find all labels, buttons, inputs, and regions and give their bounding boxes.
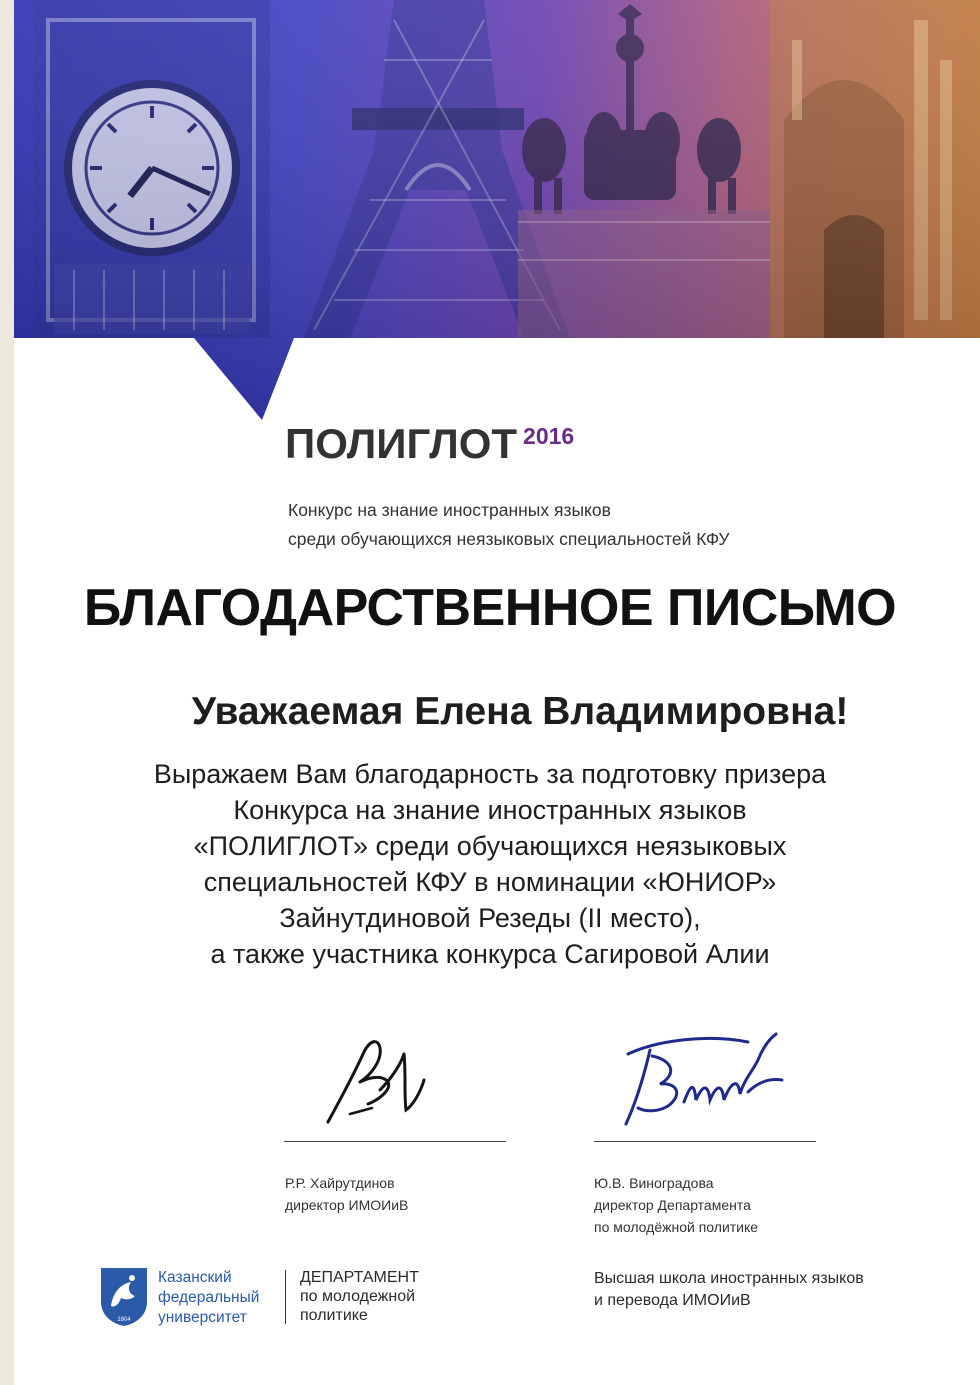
signatory-1 bbox=[285, 1172, 408, 1216]
contest-title-block bbox=[285, 420, 574, 476]
signature-line-2 bbox=[594, 1141, 816, 1142]
body-line: а также участника конкурса Сагировой Алии bbox=[210, 939, 770, 969]
department-line: ДЕПАРТАМЕНТ bbox=[300, 1269, 419, 1286]
signatory-position: директор ИМОИиВ bbox=[285, 1197, 409, 1213]
contest-title: ПОЛИГЛОТ bbox=[285, 420, 518, 467]
contest-subtitle bbox=[288, 496, 730, 554]
signatory-name: Ю.В. Виноградова bbox=[594, 1175, 714, 1191]
body-line: Зайнутдиновой Резеды (II место), bbox=[279, 903, 701, 933]
subtitle-line: Конкурс на знание иностранных языков bbox=[288, 500, 611, 520]
logo-year: 1804 bbox=[117, 1317, 131, 1323]
kfu-line: федеральный bbox=[158, 1289, 260, 1306]
kfu-logo-icon bbox=[97, 1266, 151, 1328]
landmarks-banner bbox=[14, 0, 980, 420]
body-line: Выражаем Вам благодарность за подготовку призера bbox=[153, 759, 827, 789]
kfu-line: Казанский bbox=[158, 1269, 232, 1286]
signature-1 bbox=[320, 1030, 440, 1130]
kfu-line: университет bbox=[158, 1309, 247, 1326]
signature-2 bbox=[598, 1020, 808, 1130]
subtitle-line: среди обучающихся неязыковых специальностей КФУ bbox=[288, 529, 730, 549]
body-line: специальностей КФУ в номинации «ЮНИОР» bbox=[203, 867, 777, 897]
body-line: Конкурса на знание иностранных языков bbox=[233, 795, 747, 825]
body-line: «ПОЛИГЛОТ» среди обучающихся неязыковых bbox=[193, 831, 787, 861]
school-name bbox=[594, 1268, 864, 1312]
letter-body bbox=[0, 756, 980, 972]
signatory-2 bbox=[594, 1172, 758, 1238]
department-line: по молодежной bbox=[300, 1288, 416, 1305]
signatory-position: по молодёжной политике bbox=[594, 1219, 759, 1235]
contest-year: 2016 bbox=[523, 423, 575, 449]
department-name bbox=[300, 1268, 419, 1325]
signatory-position: директор Департамента bbox=[594, 1197, 751, 1213]
footer-divider bbox=[285, 1270, 286, 1324]
department-line: политике bbox=[300, 1307, 368, 1324]
signature-line-1 bbox=[284, 1141, 506, 1142]
signatory-name: Р.Р. Хайрутдинов bbox=[285, 1175, 395, 1191]
school-line: и перевода ИМОИиВ bbox=[594, 1292, 751, 1309]
school-line: Высшая школа иностранных языков bbox=[594, 1270, 864, 1287]
salutation: Уважаемая Елена Владимировна! bbox=[191, 690, 849, 733]
kfu-name bbox=[158, 1268, 259, 1328]
document-heading: БЛАГОДАРСТВЕННОЕ ПИСЬМО bbox=[83, 579, 897, 637]
